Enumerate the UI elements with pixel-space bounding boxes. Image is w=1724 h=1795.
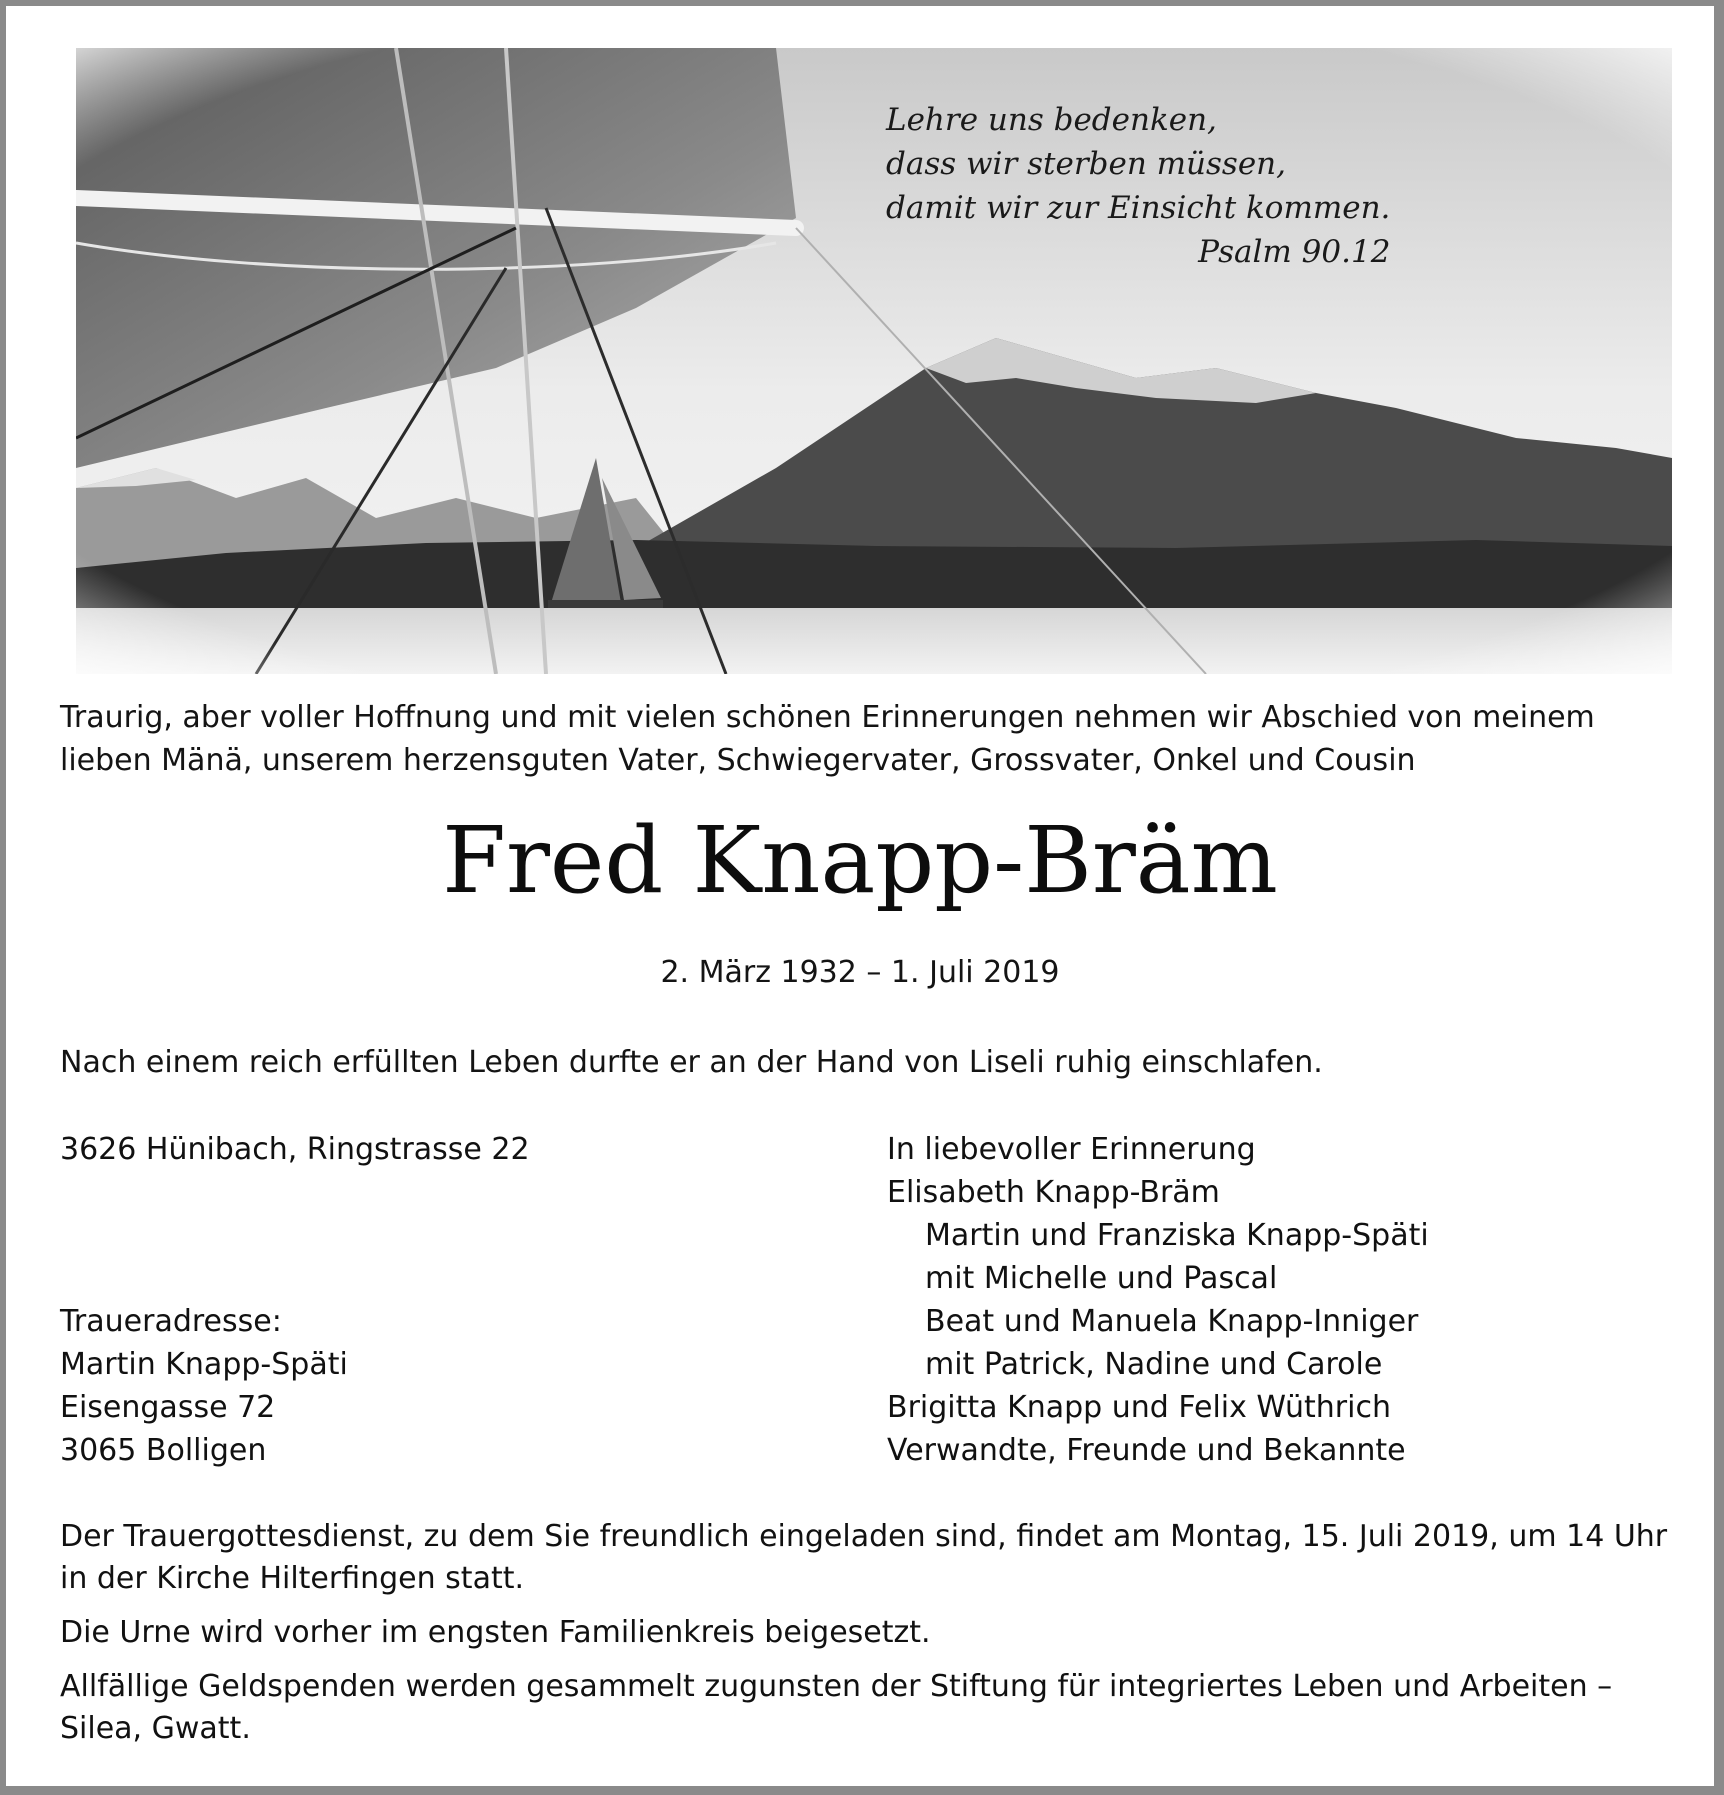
family-heading: In liebevoller Erinnerung xyxy=(887,1132,1256,1167)
family-member: mit Patrick, Nadine und Carole xyxy=(925,1347,1383,1382)
sailboat-mountain-photo xyxy=(76,48,1672,674)
mourning-address-city: 3065 Bolligen xyxy=(60,1433,267,1468)
addresses-column xyxy=(60,1128,530,1472)
life-dates: 2. März 1932 – 1. Juli 2019 xyxy=(660,955,1060,990)
home-address: 3626 Hünibach, Ringstrasse 22 xyxy=(60,1132,530,1167)
family-member: Martin und Franziska Knapp-Späti xyxy=(925,1218,1429,1253)
family-member: Elisabeth Knapp-Bräm xyxy=(887,1175,1220,1210)
obituary-page xyxy=(6,6,1714,1786)
deceased-name: Fred Knapp-Bräm xyxy=(442,807,1278,914)
quote-line: Lehre uns bedenken, xyxy=(886,102,1217,138)
mourning-address-label: Traueradresse: xyxy=(60,1304,282,1339)
mourning-address-name: Martin Knapp-Späti xyxy=(60,1347,348,1382)
family-member: Brigitta Knapp und Felix Wüthrich xyxy=(887,1390,1391,1425)
family-column xyxy=(887,1128,1429,1472)
family-member: Beat und Manuela Knapp-Inniger xyxy=(925,1304,1419,1339)
donations-note: Allfällige Geldspenden werden gesammelt zugunsten der Stiftung für integriertes Leben und Arbeiten – Silea, Gwatt. xyxy=(60,1669,1613,1746)
family-member: Verwandte, Freunde und Bekannte xyxy=(887,1433,1406,1468)
mourning-address xyxy=(60,1300,530,1472)
farewell-sentence: Nach einem reich erfüllten Leben durfte er an der Hand von Liseli ruhig einschlafen. xyxy=(60,1045,1323,1080)
family-member: mit Michelle und Pascal xyxy=(925,1261,1278,1296)
quote-line: dass wir sterben müssen, xyxy=(886,146,1287,182)
quote-line: damit wir zur Einsicht kommen. xyxy=(886,190,1391,226)
urn-note: Die Urne wird vorher im engsten Familienkreis beigesetzt. xyxy=(60,1615,931,1650)
quote-reference: Psalm 90.12 xyxy=(1198,234,1391,270)
mourning-address-street: Eisengasse 72 xyxy=(60,1390,276,1425)
service-info xyxy=(60,1516,1672,1762)
psalm-quote xyxy=(886,98,1390,274)
service-details: Der Trauergottesdienst, zu dem Sie freundlich eingeladen sind, findet am Montag, 15. Juli 2019, um 14 Uhr in der Kirche Hilterfingen statt. xyxy=(60,1519,1668,1596)
intro-text: Traurig, aber voller Hoffnung und mit vielen schönen Erinnerungen nehmen wir Abschied von meinem lieben Mänä, unserem herzensguten Vater, Schwiegervater, Grossvater, Onkel und Cousin xyxy=(60,700,1595,778)
